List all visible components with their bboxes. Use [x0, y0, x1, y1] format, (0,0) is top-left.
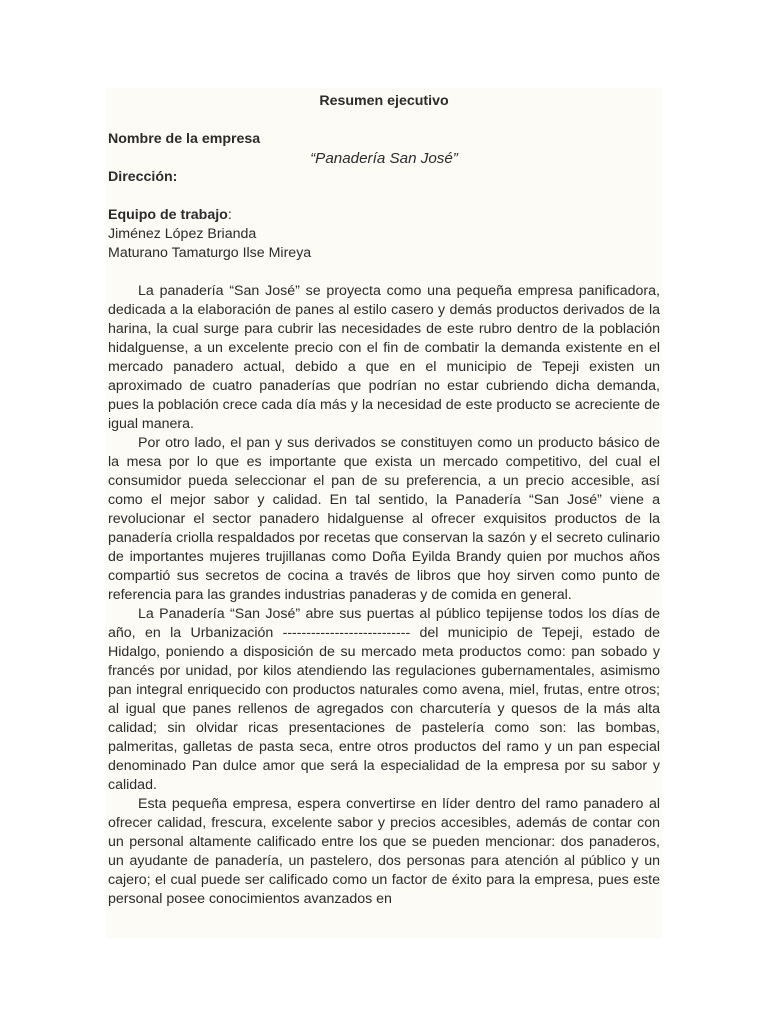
team-colon: : — [227, 207, 232, 223]
address-label: Dirección: — [108, 169, 178, 185]
paragraph: Esta pequeña empresa, espera convertirse en líder dentro del ramo panadero al ofrecer calidad, frescura, excelente sabor y precios accesibles, además de contar con un personal altamente calificado entre los que se pueden mencionar: dos panaderos, un ayudante de panadería, un pastelero, dos personas para atención al público y un cajero; el cual puede ser calificado como un factor de éxito para la empresa, pues este personal posee conocimientos avanzados en — [108, 796, 660, 907]
team-heading — [108, 206, 660, 225]
team-label: Equipo de trabajo — [108, 207, 228, 223]
spacer — [108, 263, 660, 282]
company-name: “Panadería San José” — [310, 150, 458, 167]
document-title: Resumen ejecutivo — [319, 93, 449, 109]
spacer — [108, 187, 660, 206]
document-body — [106, 88, 662, 938]
paragraph: Por otro lado, el pan y sus derivados se constituyen como un producto básico de la mesa por lo que es importante que exista un mercado competitivo, del cual el consumidor pueda seleccionar el pan de su preferencia, a un precio accesible, así como el mejor sabor y calidad. En tal sentido, la Panadería “San José” viene a revolucionar el sector panadero hidalguense al ofrecer exquisitos productos de la panadería criolla respaldados por recetas que conservan la sazón y el secreto culinario de importantes mujeres trujillanas como Doña Eyilda Brandy quien por muchos años compartió sus secretos de cocina a través de libros que hoy sirven como punto de referencia para las grandes industrias panaderas y de comida en general. — [108, 435, 660, 603]
paragraph: La panadería “San José” se proyecta como una pequeña empresa panificadora, dedicada a la elaboración de panes al estilo casero y demás productos derivados de la harina, la cual surge para cubrir las necesidades de este rubro dentro de la población hidalguense, a un excelente precio con el fin de combatir la demanda existente en el mercado panadero actual, debido a que en el municipio de Tepeji existen un aproximado de cuatro panaderías que podrían no estar cubriendo dicha demanda, pues la población crece cada día más y la necesidad de este producto se acreciente de igual manera. — [108, 283, 660, 432]
company-label: Nombre de la empresa — [108, 131, 261, 147]
paragraph: La Panadería “San José” abre sus puertas al público tepijense todos los días de año, en la Urbanización --------------------------- del municipio de Tepeji, estado de Hidalgo, poniendo a disposición de su mercado meta productos como: pan sobado y francés por unidad, por kilos atendiendo las regulaciones gubernamentales, asimismo pan integral enriquecido con productos naturales como avena, miel, frutas, entre otros; al igual que panes rellenos de agregados con charcutería y quesos de la más alta calidad; sin olvidar ricas presentaciones de pastelería como son: las bombas, palmeritas, galletas de pasta seca, entre otros productos del ramo y un pan especial denominado Pan dulce amor que será la especialidad de la empresa por su sabor y calidad. — [108, 606, 660, 793]
team-member: Jiménez López Brianda — [108, 226, 257, 242]
team-member: Maturano Tamaturgo Ilse Mireya — [108, 245, 312, 261]
